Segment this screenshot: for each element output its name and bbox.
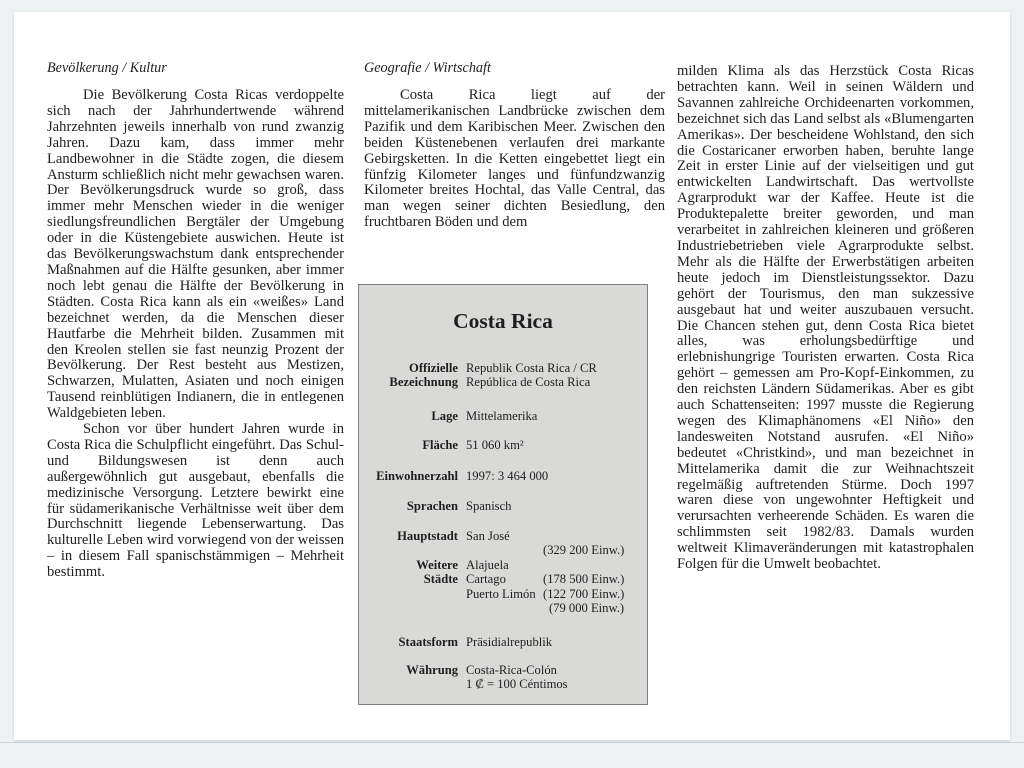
factbox-label: Währung — [406, 663, 458, 677]
factbox-value: 1 ₡ = 100 Céntimos — [466, 677, 568, 692]
factbox-population-value: (329 200 Einw.) — [543, 543, 625, 558]
city-name: Alajuela — [466, 558, 509, 572]
section-heading-population: Bevölkerung / Kultur — [47, 60, 167, 76]
factbox-label: Sprachen — [406, 499, 458, 513]
factbox-title: Costa Rica — [453, 309, 553, 333]
factbox-value: República de Costa Rica — [466, 375, 591, 390]
factbox-value: Republik Costa Rica / CR — [466, 361, 597, 375]
paragraph: Costa Rica liegt auf der mittelamerikanischen Landbrücke zwischen dem Pazifik und dem Karibischen Meer. Zwischen den beiden Küstenebenen verlaufen drei markante Gebirgsketten. In die Ketten eingebettet liegt ein fünfzig Kilometer langes und fünfundzwanzig Kilometer breites Hochtal, das Valle Central, das man wegen seiner dichten Besiedlung, den fruchtbaren Böden und dem — [364, 87, 665, 231]
factbox-value: San José — [466, 529, 510, 543]
factbox-label: Fläche — [422, 438, 458, 452]
paragraph: Schon vor über hundert Jahren wurde in Costa Rica die Schulpflicht eingeführt. Das Schul- und Bildungswesen ist denn auch außergewöhnlich gut ausgebaut, ebenfalls die medizinische Versorgung. Letztere bewirkt eine für südamerikanische Verhältnisse weit über dem Durchschnitt liegende Lebenserwartung. Das kulturelle Leben wird vorwiegend von der weissen – in diesem Fall spanischstämmigen – Mehrheit bestimmt. — [47, 421, 344, 581]
paragraph: Die Bevölkerung Costa Ricas verdoppelte sich nach der Jahrhundertwende während Jahrzehnten jeweils innerhalb von rund zwanzig Jahren. Dazu kam, dass immer mehr Landbewohner in die Städte zogen, die diesem Ansturm schließlich nicht mehr gewachsen waren. Der Bevölkerungsdruck wurde so groß, dass immer mehr Menschen wieder in die weniger siedlungsfreundlichen Bergtäler der Umgebung oder in die Küstengebiete auswichen. Heute ist das Bevölkerungswachstum dank entsprechender Maßnahmen auf die Hälfte gesunken, aber immer noch lebt genau die Hälfte der Bevölkerung in Städten. Costa Rica kann als ein «weißes» Land bezeichnet werden, da die Menschen dieser Hautfarbe die Mehrheit bilden. Zusammen mit den Kreolen stellen sie fast neunzig Prozent der Bevölkerung. Der Rest besteht aus Mestizen, Schwarzen, Mulatten, Asiaten und noch einigen Tausend reinblütigen Indianern, die in entlegenen Waldgebieten leben. — [47, 87, 344, 422]
factbox-label: Bezeichnung — [389, 375, 458, 390]
factbox-label: Staatsform — [398, 635, 458, 649]
paragraph: milden Klima als das Herzstück Costa Ricas betrachten kann. Weil in seinen Wäldern und Savannen zahlreiche Orchideenarten vorkommen, bezeichnet sich das Land selbst als «Blumengarten Amerikas». Der bescheidene Wohlstand, den sich die Costaricaner erworben haben, beruhte lange Zeit in erster Linie auf der vielseitigen und gut entwickelten Landwirtschaft. Das wertvollste Agrarprodukt war der Kaffee. Heute ist die Produktepalette breiter geworden, und man verarbeitet in zahlreichen kleineren und größeren Industriebetrieben viele Agrarprodukte selbst. Mehr als die Hälfte der Erwerbstätigen arbeiten heute jedoch im Dienstleistungssektor. Dazu gehört der Tourismus, den man sukzessive ausgebaut hat und weiter auszubauen versucht. Die Chancen stehen gut, denn Costa Rica bietet alles, was erholungsbedürftige und erlebnishungrige Touristen erwarten. Costa Rica gehört – gemessen am Pro-Kopf-Einkommen, zu den reichsten Ländern Südamerikas. Aber es gibt auch Schattenseiten: 1997 musste die Regierung wegen des Klimaphänomens «El Niño» den landesweiten Notstand ausrufen. «El Niño» bedeutet «Christkind», und man bezeichnet in Mittelamerika damit die zur Weihnachtszeit regelmäßig auftretenden Stürme. Doch 1997 waren diese von ungewohnter Heftigkeit und verursachten verheerende Schäden. Es waren die schlimmsten seit 1982/83. Damals wurden weltweit Klimaveränderungen mit katastrophalen Folgen für die Umwelt beobachtet. — [677, 63, 974, 573]
section-heading-geography: Geografie / Wirtschaft — [364, 60, 491, 76]
factbox-value: Präsidialrepublik — [466, 635, 553, 649]
factbox-label: Einwohnerzahl — [376, 469, 458, 483]
factbox-value: 1997: 3 464 000 — [466, 469, 549, 483]
factbox-value: Spanisch — [466, 499, 512, 513]
city-population: (79 000 Einw.) — [549, 600, 625, 615]
column-left — [47, 60, 344, 581]
city-name: Cartago — [466, 572, 506, 587]
city-name: Puerto Limón — [466, 586, 536, 601]
city-population: (122 700 Einw.) — [543, 586, 625, 601]
factbox-label: Lage — [431, 409, 458, 423]
bottom-rule — [0, 742, 1024, 743]
column-middle — [364, 60, 665, 231]
factbox-value: Mittelamerika — [466, 409, 538, 423]
factbox-value: Costa-Rica-Colón — [466, 663, 557, 677]
factbox — [358, 284, 648, 705]
document-page — [14, 12, 1010, 740]
factbox-label: Offizielle — [409, 361, 458, 375]
city-item — [466, 587, 644, 601]
factbox-label: Städte — [423, 572, 458, 587]
factbox-value: 51 060 km² — [466, 438, 524, 452]
factbox-label: Weitere — [416, 558, 458, 572]
column-right — [677, 64, 974, 573]
city-population: (178 500 Einw.) — [543, 572, 625, 587]
factbox-label: Hauptstadt — [397, 529, 458, 543]
